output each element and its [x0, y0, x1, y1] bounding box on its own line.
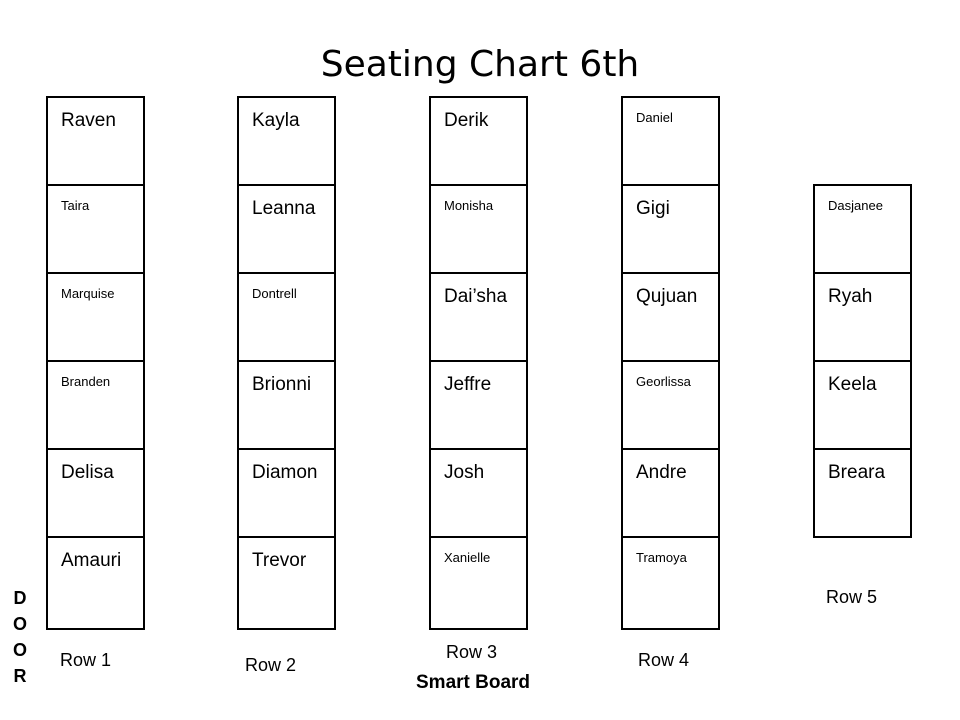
row-1-label: Row 1: [60, 650, 112, 670]
row-3-label: Row 3: [446, 642, 498, 662]
student-name: Tramoya: [636, 550, 687, 565]
seat[interactable]: [815, 186, 910, 274]
student-name: Breara: [828, 462, 886, 483]
student-name: Taira: [61, 198, 90, 213]
student-name: Jeffre: [444, 374, 492, 395]
student-name: Dontrell: [252, 286, 297, 301]
page-title: Seating Chart 6th: [320, 44, 640, 85]
student-name: Branden: [61, 374, 111, 389]
student-name: Ryah: [828, 286, 873, 307]
student-name: Derik: [444, 110, 489, 131]
door-letter: D: [13, 588, 27, 608]
row-2-label: Row 2: [245, 655, 297, 675]
seat[interactable]: [48, 98, 143, 186]
student-name: Gigi: [636, 198, 670, 219]
seat[interactable]: [623, 362, 718, 450]
seat[interactable]: [48, 274, 143, 362]
seat[interactable]: [815, 450, 910, 538]
seat[interactable]: [431, 538, 526, 630]
seat[interactable]: [431, 362, 526, 450]
student-name: Andre: [636, 462, 687, 483]
door-letter: O: [12, 614, 27, 634]
student-name: Josh: [444, 462, 485, 483]
seat[interactable]: [623, 538, 718, 630]
student-name: Dai’sha: [444, 286, 508, 307]
row-4-label: Row 4: [638, 650, 690, 670]
student-name: Georlissa: [636, 374, 691, 389]
student-name: Keela: [828, 374, 877, 395]
seat[interactable]: [431, 450, 526, 538]
row-5-column: [813, 184, 912, 538]
student-name: Dasjanee: [828, 198, 883, 213]
student-name: Brionni: [252, 374, 312, 395]
door-label: [10, 585, 30, 689]
seat[interactable]: [239, 274, 334, 362]
seat[interactable]: [815, 362, 910, 450]
door-letter: R: [13, 666, 27, 686]
row-2-column: [237, 96, 336, 630]
student-name: Delisa: [61, 462, 114, 483]
seat[interactable]: [239, 450, 334, 538]
seat[interactable]: [623, 186, 718, 274]
student-name: Leanna: [252, 198, 316, 219]
seat[interactable]: [48, 538, 143, 630]
student-name: Amauri: [61, 550, 122, 571]
seat[interactable]: [623, 450, 718, 538]
row-4-column: [621, 96, 720, 630]
smart-board-label: Smart Board: [416, 672, 531, 693]
student-name: Monisha: [444, 198, 494, 213]
row-5-label: Row 5: [826, 587, 878, 607]
seat[interactable]: [431, 98, 526, 186]
seat[interactable]: [239, 362, 334, 450]
seat[interactable]: [431, 186, 526, 274]
seat[interactable]: [815, 274, 910, 362]
seat[interactable]: [623, 274, 718, 362]
student-name: Daniel: [636, 110, 673, 125]
seat[interactable]: [48, 362, 143, 450]
seat[interactable]: [623, 98, 718, 186]
seat[interactable]: [239, 98, 334, 186]
student-name: Kayla: [252, 110, 300, 131]
student-name: Trevor: [252, 550, 307, 571]
seat[interactable]: [48, 450, 143, 538]
seat[interactable]: [431, 274, 526, 362]
row-3-column: [429, 96, 528, 630]
seat[interactable]: [239, 186, 334, 274]
student-name: Marquise: [61, 286, 115, 301]
seat[interactable]: [48, 186, 143, 274]
student-name: Xanielle: [444, 550, 491, 565]
student-name: Qujuan: [636, 286, 698, 307]
student-name: Diamon: [252, 462, 318, 483]
door-letter: O: [12, 640, 27, 660]
row-1-column: [46, 96, 145, 630]
student-name: Raven: [61, 110, 116, 131]
seat[interactable]: [239, 538, 334, 630]
